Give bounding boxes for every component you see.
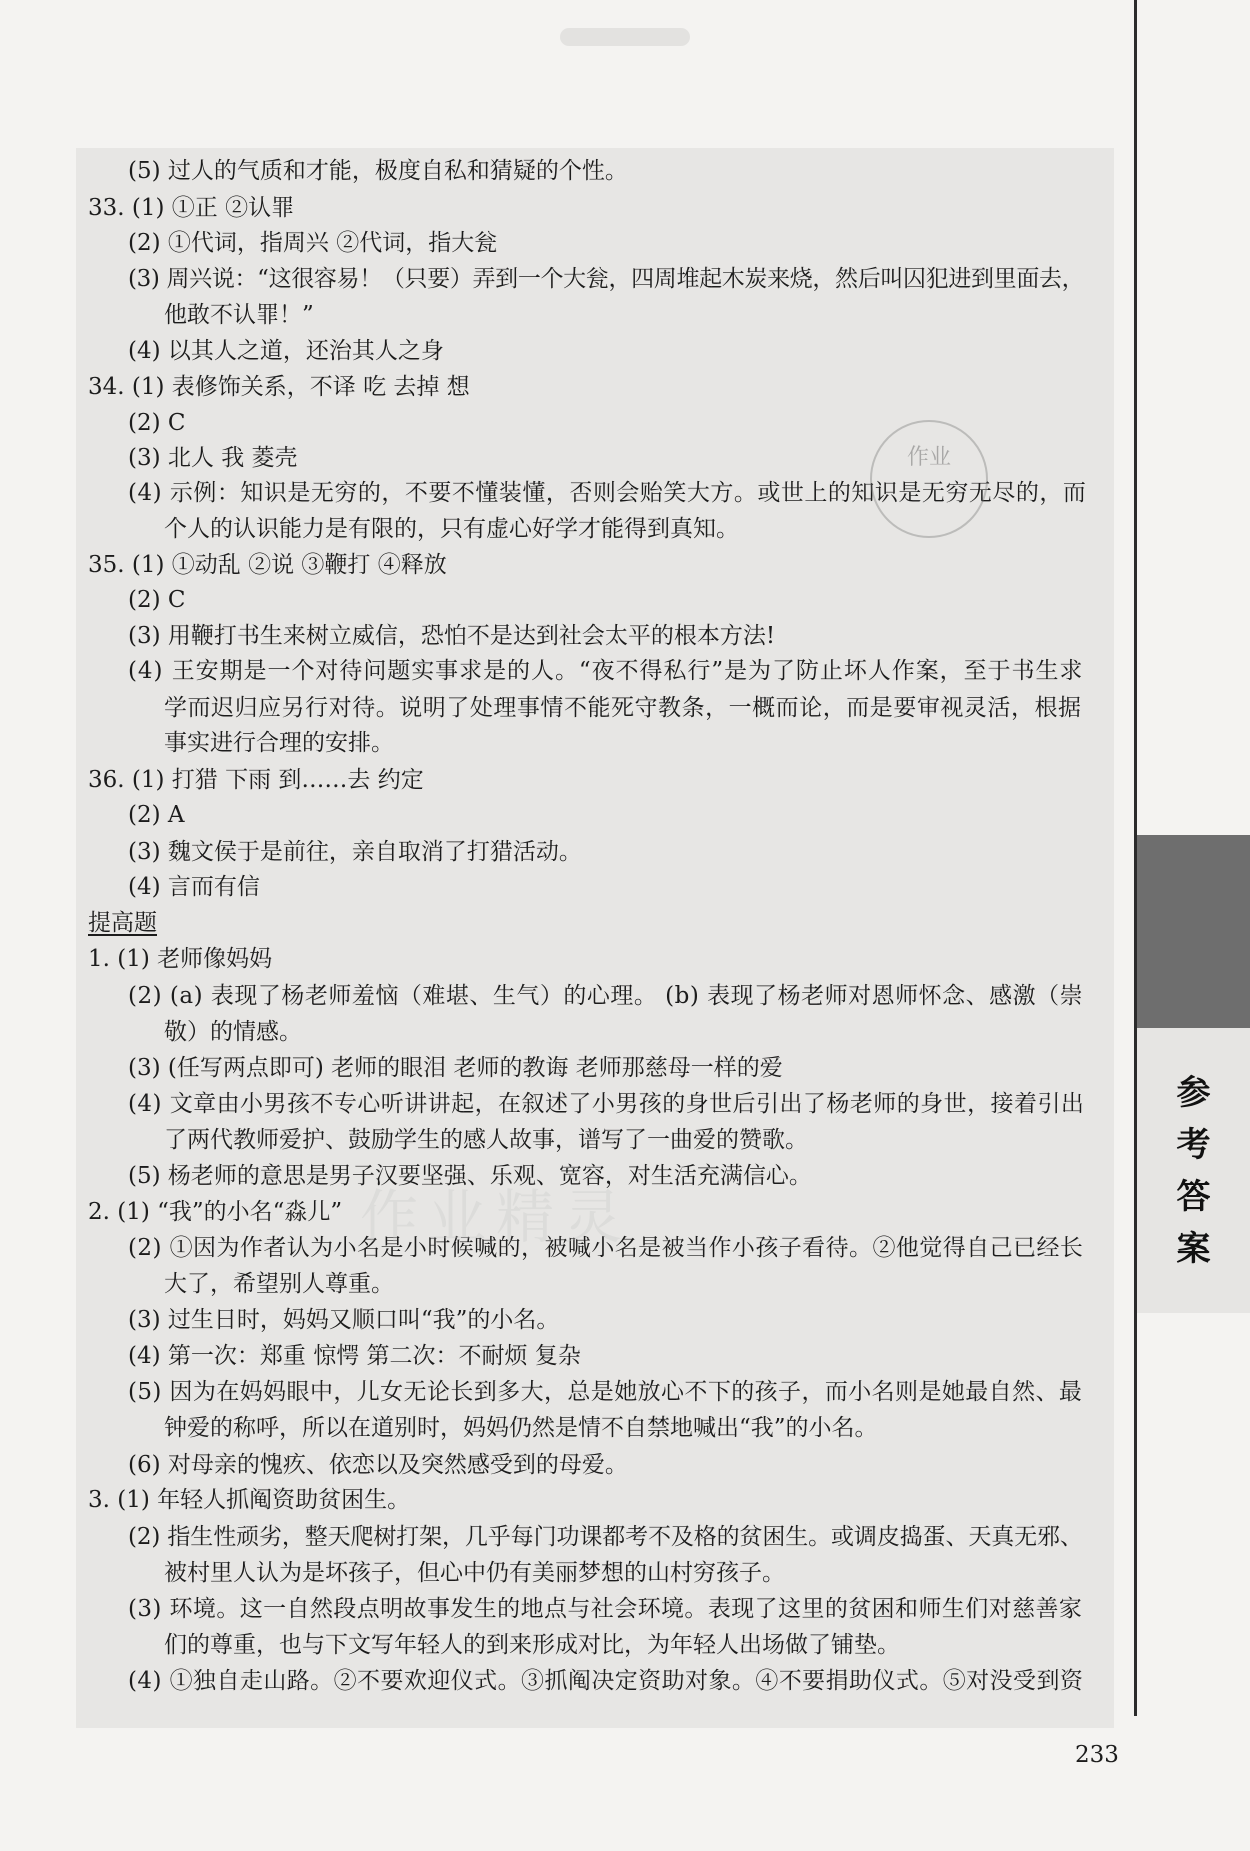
- answer-line: 事实进行合理的安排。: [164, 730, 394, 756]
- answer-line: (5) 因为在妈妈眼中，儿女无论长到多大，总是她放心不下的孩子，而小名则是她最自然、最: [128, 1379, 1083, 1405]
- answer-line: (3) (任写两点即可) 老师的眼泪 老师的教诲 老师那慈母一样的爱: [128, 1055, 783, 1081]
- answer-line: (3) 环境。这一自然段点明故事发生的地点与社会环境。表现了这里的贫困和师生们对慈善家: [128, 1596, 1083, 1622]
- reference-answer-tab: [1137, 1028, 1250, 1313]
- answer-line: (3) 魏文侯于是前往，亲自取消了打猎活动。: [128, 839, 582, 865]
- answer-line: (5) 过人的气质和才能，极度自私和猜疑的个性。: [128, 158, 628, 184]
- answer-line: 36. (1) 打猎 下雨 到……去 约定: [88, 767, 424, 793]
- answer-line: (2) A: [128, 802, 185, 828]
- answer-line: 个人的认识能力是有限的，只有虚心好学才能得到真知。: [164, 516, 739, 542]
- answer-line: (4) ①独自走山路。②不要欢迎仪式。③抓阄决定资助对象。④不要捐助仪式。⑤对没受到资: [128, 1668, 1084, 1694]
- answer-line: (4) 示例：知识是无穷的，不要不懂装懂，否则会贻笑大方。或世上的知识是无穷无尽的，而: [128, 480, 1087, 506]
- answer-line: (4) 文章由小男孩不专心听讲讲起，在叙述了小男孩的身世后引出了杨老师的身世，接着引出: [128, 1091, 1085, 1117]
- section-heading: 提高题: [88, 910, 157, 936]
- answer-line: 35. (1) ①动乱 ②说 ③鞭打 ④释放: [88, 552, 447, 578]
- tab-char: 答: [1176, 1176, 1211, 1217]
- answer-line: 2. (1) “我”的小名“淼儿”: [88, 1199, 343, 1225]
- answer-line: 1. (1) 老师像妈妈: [88, 946, 273, 972]
- answer-line: (4) 王安期是一个对待问题实事求是的人。“夜不得私行”是为了防止坏人作案，至于书生求: [128, 658, 1084, 684]
- answer-lines: [76, 148, 1114, 1728]
- stamp-text: 作业: [906, 445, 951, 470]
- page-number: 233: [1075, 1742, 1119, 1768]
- answer-line: 他敢不认罪！”: [164, 302, 314, 328]
- scan-smudge: [560, 28, 690, 46]
- answer-line: (4) 第一次：郑重 惊愕 第二次：不耐烦 复杂: [128, 1343, 581, 1369]
- answer-line: (5) 杨老师的意思是男子汉要坚强、乐观、宽容，对生活充满信心。: [128, 1163, 812, 1189]
- answer-line: (3) 用鞭打书生来树立威信，恐怕不是达到社会太平的根本方法!: [128, 623, 776, 649]
- answer-line: (2) ①因为作者认为小名是小时候喊的，被喊小名是被当作小孩子看待。②他觉得自己已经长: [128, 1235, 1084, 1261]
- answer-line: (4) 言而有信: [128, 874, 260, 900]
- answer-line: 学而迟归应另行对待。说明了处理事情不能死守教条，一概而论，而是要审视灵活，根据: [164, 695, 1082, 721]
- answer-line: 大了，希望别人尊重。: [164, 1271, 394, 1297]
- answer-line: (2) 指生性顽劣，整天爬树打架，几乎每门功课都考不及格的贫困生。或调皮捣蛋、天真无邪、: [128, 1524, 1083, 1550]
- answer-line: 被村里人认为是坏孩子，但心中仍有美丽梦想的山村穷孩子。: [164, 1560, 785, 1586]
- answer-line: 34. (1) 表修饰关系，不译 吃 去掉 想: [88, 374, 470, 400]
- answer-content-panel: [76, 148, 1114, 1728]
- answer-line: (2) C: [128, 410, 186, 436]
- tab-char: 参: [1176, 1072, 1211, 1113]
- answer-line: 33. (1) ①正 ②认罪: [88, 195, 295, 221]
- side-gray-tab: [1137, 835, 1250, 1028]
- answer-line: (6) 对母亲的愧疚、依恋以及突然感受到的母爱。: [128, 1452, 628, 1478]
- answer-line: (3) 周兴说：“这很容易！（只要）弄到一个大瓮，四周堆起木炭来烧，然后叫囚犯进到里面去，: [128, 266, 1085, 292]
- answer-line: 敬）的情感。: [164, 1019, 302, 1045]
- watermark: 作业精灵: [360, 1183, 633, 1251]
- answer-line: (2) C: [128, 587, 186, 613]
- answer-line: (2) ①代词，指周兴 ②代词，指大瓮: [128, 230, 498, 256]
- answer-line: 了两代教师爱护、鼓励学生的感人故事，谱写了一曲爱的赞歌。: [164, 1127, 808, 1153]
- answer-line: (4) 以其人之道，还治其人之身: [128, 338, 444, 364]
- answer-line: 3. (1) 年轻人抓阄资助贫困生。: [88, 1487, 411, 1513]
- answer-line: 们的尊重，也与下文写年轻人的到来形成对比，为年轻人出场做了铺垫。: [164, 1632, 900, 1658]
- answer-line: (3) 北人 我 菱壳: [128, 445, 298, 471]
- answer-line: 钟爱的称呼，所以在道别时，妈妈仍然是情不自禁地喊出“我”的小名。: [164, 1415, 878, 1441]
- answer-line: (2) (a) 表现了杨老师羞恼（难堪、生气）的心理。 (b) 表现了杨老师对恩师怀念、感激（崇: [128, 983, 1084, 1009]
- tab-char: 案: [1176, 1228, 1211, 1269]
- tab-char: 考: [1176, 1124, 1211, 1165]
- answer-line: (3) 过生日时，妈妈又顺口叫“我”的小名。: [128, 1307, 560, 1333]
- stamp-seal: [870, 420, 988, 538]
